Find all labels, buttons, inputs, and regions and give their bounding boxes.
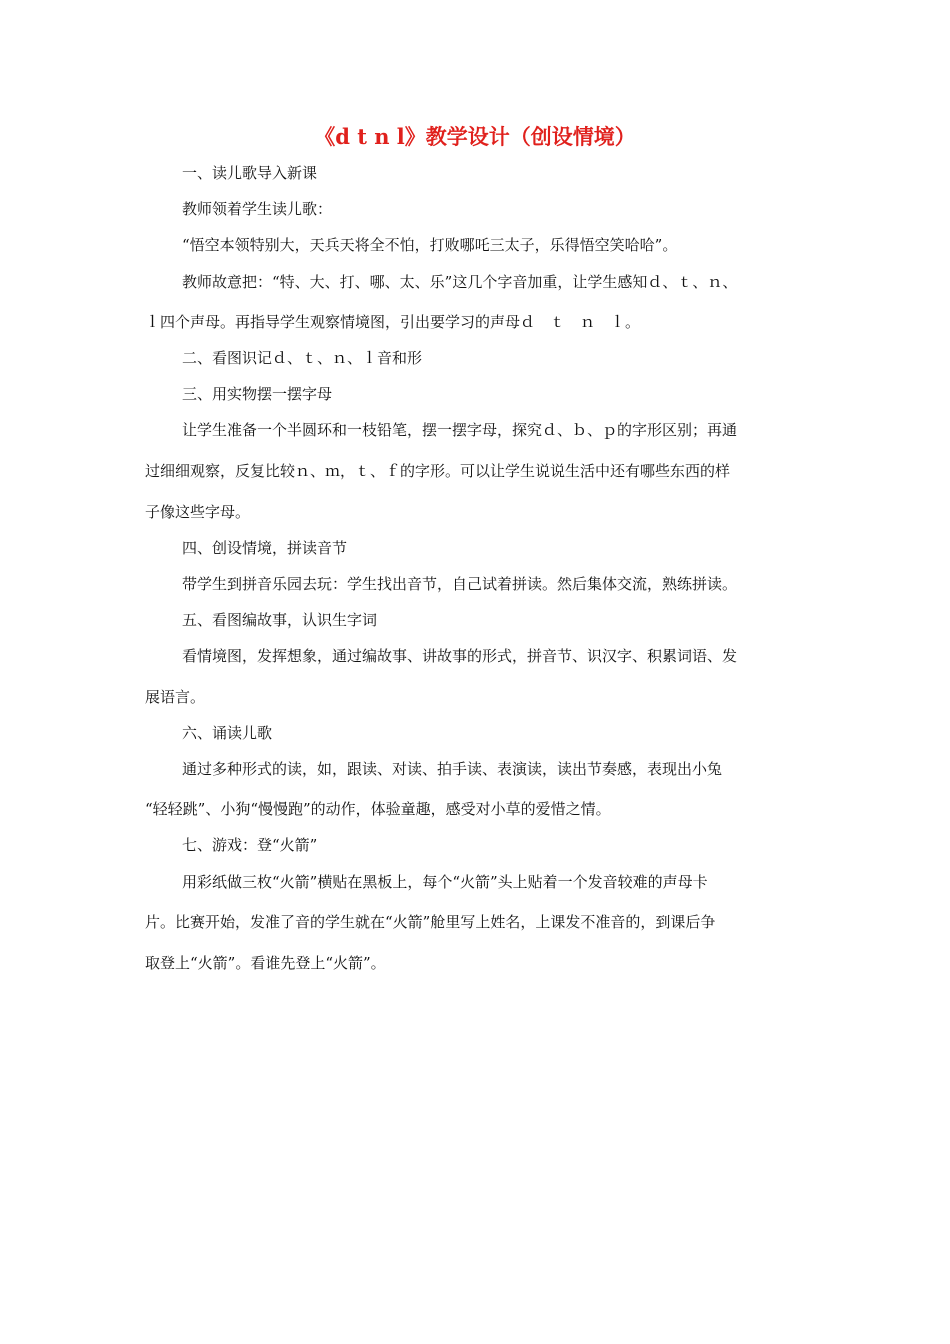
paragraph-line: 看情境图，发挥想象，通过编故事、讲故事的形式，拼音节、识汉字、积累词语、发 xyxy=(182,647,738,665)
paragraph-line: ｌ四个声母。再指导学生观察情境图，引出要学习的声母ｄ ｔ ｎ ｌ。 xyxy=(145,313,641,331)
section-heading-3: 三、用实物摆一摆字母 xyxy=(182,385,333,403)
paragraph-line: 取登上“火箭”。看谁先登上“火箭”。 xyxy=(145,954,386,972)
paragraph-line: 过细细观察，反复比较ｎ、ｍ，ｔ、ｆ的字形。可以让学生说说生活中还有哪些东西的样 xyxy=(145,462,731,480)
section-heading-5: 五、看图编故事，认识生字词 xyxy=(182,611,378,629)
paragraph-line: “轻轻跳”、小狗“慢慢跑”的动作，体验童趣，感受对小草的爱惜之情。 xyxy=(145,800,611,818)
paragraph-line: 用彩纸做三枚“火箭”横贴在黑板上，每个“火箭”头上贴着一个发音较难的声母卡 xyxy=(182,873,708,891)
paragraph-line: 通过多种形式的读，如，跟读、对读、拍手读、表演读，读出节奏感，表现出小兔 xyxy=(182,760,723,778)
section-heading-6: 六、诵读儿歌 xyxy=(182,724,273,742)
paragraph-line: 片。比赛开始，发准了音的学生就在“火箭”舱里写上姓名，上课发不准音的，到课后争 xyxy=(145,913,716,931)
paragraph-line: 子像这些字母。 xyxy=(145,503,251,521)
section-heading-2: 二、看图识记ｄ、ｔ、ｎ、ｌ音和形 xyxy=(182,349,423,367)
paragraph-line: 教师领着学生读儿歌： xyxy=(182,200,333,218)
section-heading-4: 四、创设情境，拼读音节 xyxy=(182,539,348,557)
section-heading-7: 七、游戏：登“火箭” xyxy=(182,836,318,854)
document-title: 《d t n l》教学设计（创设情境） xyxy=(314,124,636,149)
paragraph-line: 教师故意把：“特、大、打、哪、太、乐”这几个字音加重，让学生感知ｄ、ｔ、ｎ、 xyxy=(182,273,738,291)
paragraph-line: “悟空本领特别大，天兵天将全不怕，打败哪吒三太子，乐得悟空笑哈哈”。 xyxy=(182,236,678,254)
paragraph-line: 带学生到拼音乐园去玩：学生找出音节，自己试着拼读。然后集体交流，熟练拼读。 xyxy=(182,575,738,593)
paragraph-line: 让学生准备一个半圆环和一枝铅笔，摆一摆字母，探究ｄ、ｂ、ｐ的字形区别；再通 xyxy=(182,421,738,439)
paragraph-line: 展语言。 xyxy=(145,688,206,706)
section-heading-1: 一、读儿歌导入新课 xyxy=(182,164,318,182)
